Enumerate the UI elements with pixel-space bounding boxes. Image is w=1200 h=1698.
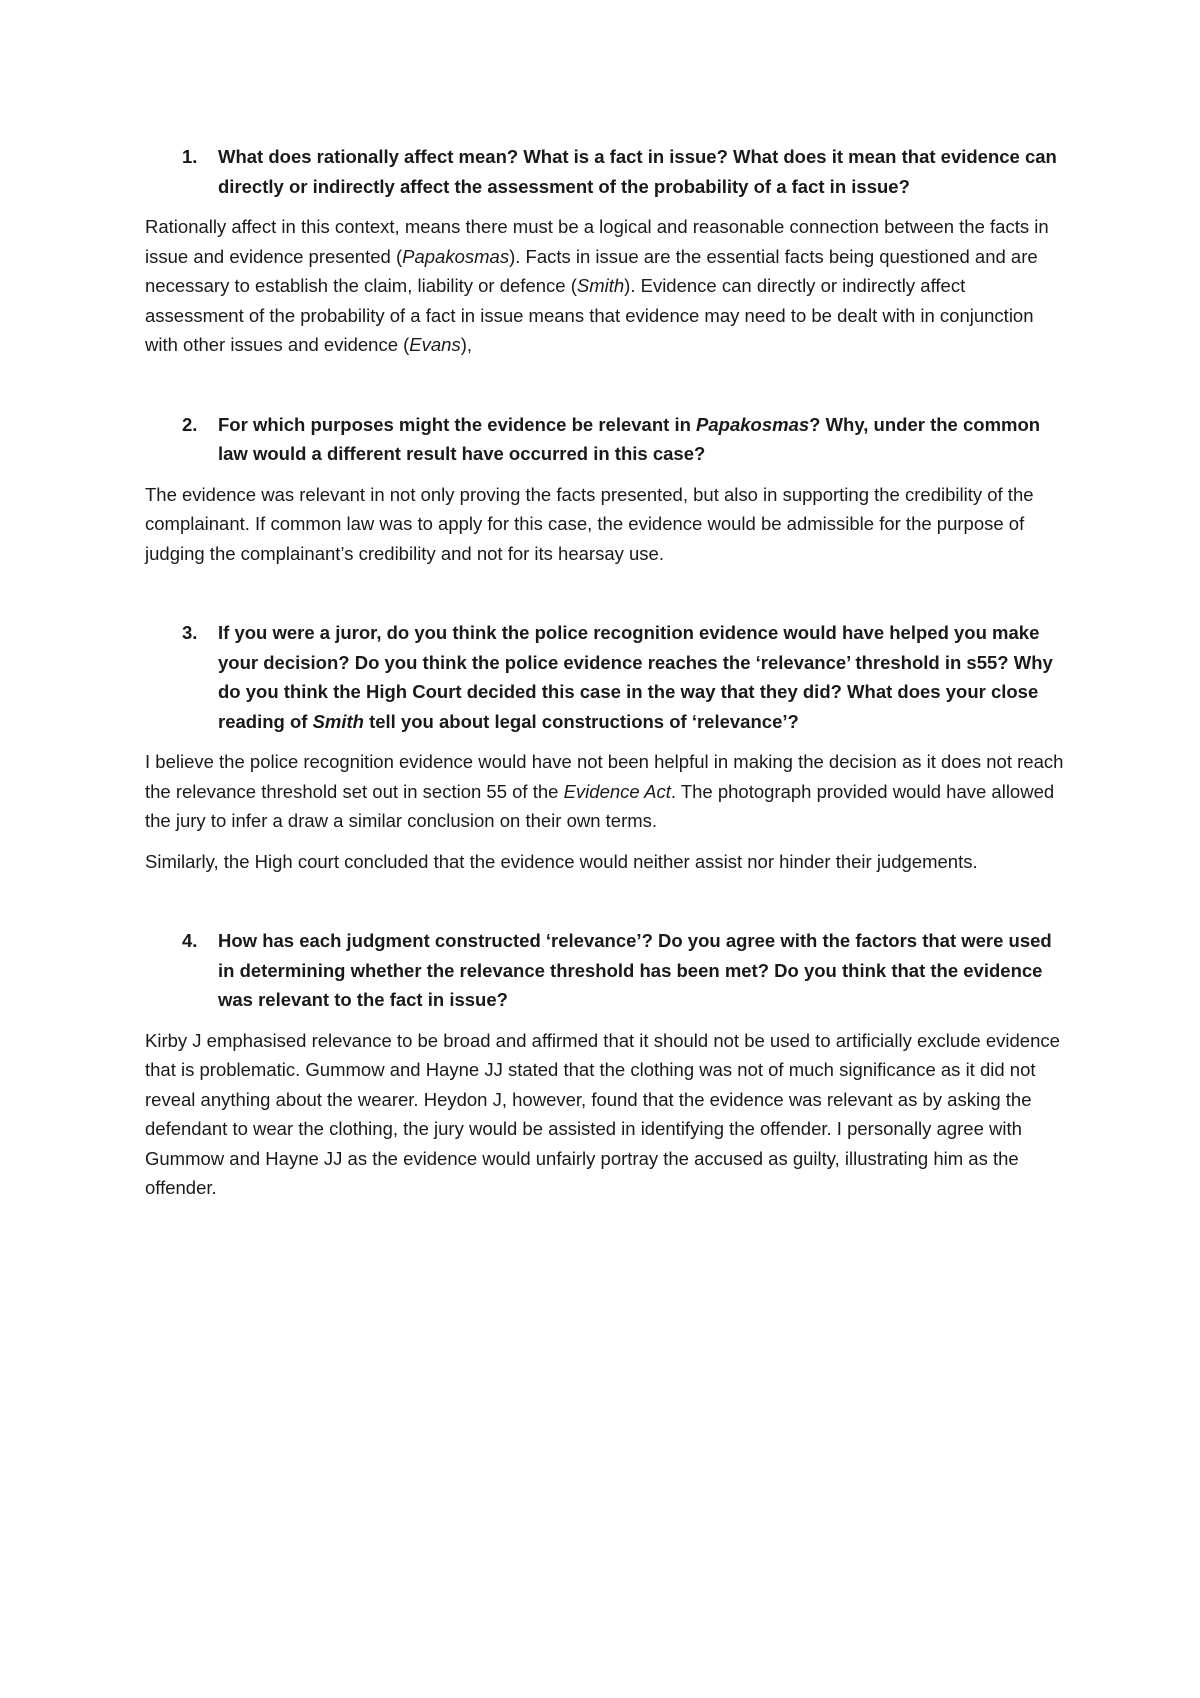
question-heading xyxy=(145,618,1065,736)
case-name-italic: Evans xyxy=(409,334,461,355)
case-name-italic: Evidence Act xyxy=(563,780,671,802)
question-number: 4. xyxy=(182,930,198,951)
answer-paragraph xyxy=(145,847,1065,877)
answer-text: Similarly, the High court concluded that the evidence would neither assist nor hinder their judgements. xyxy=(145,850,978,872)
case-name-italic: Papakosmas xyxy=(402,245,510,267)
answer-text: ). Evidence can directly or indirectly affect assessment of the probability of a fact in issue means that evidence may need to be dealt with in conjunction with other issues and evidence ( xyxy=(145,275,1034,355)
answer-text: . The photograph provided would have allowed the jury to infer a draw a similar conclusion on their own terms. xyxy=(145,780,1055,831)
question-text: For which purposes might the evidence be relevant in xyxy=(218,413,697,435)
case-name-italic: Papakosmas xyxy=(696,413,810,435)
answer-paragraph xyxy=(145,1026,1065,1203)
answer-text: ). Facts in issue are the essential facts being questioned and are necessary to establish the claim, liability or defence ( xyxy=(145,245,1038,296)
question-number: 2. xyxy=(182,413,198,435)
question-text: ? Why, under the common law would a different result have occurred in this case? xyxy=(218,413,1041,464)
document-body xyxy=(145,142,1065,1203)
question-section xyxy=(145,410,1065,569)
answer-paragraph xyxy=(145,480,1065,569)
question-heading xyxy=(145,926,1065,1015)
question-text: tell you about legal constructions of ‘relevance’? xyxy=(363,710,799,732)
question-section xyxy=(145,142,1065,360)
question-text: What does rationally affect mean? What is a fact in issue? What does it mean that evidence can directly or indirectly affect the assessment of the probability of a fact in issue? xyxy=(218,146,1057,197)
answer-text: Kirby J emphasised relevance to be broad and affirmed that it should not be used to artificially exclude evidence that is problematic. Gummow and Hayne JJ stated that the clothing was not of much significance as it did not reveal anything about the wearer. Heydon J, however, found that the evidence was relevant as by asking the defendant to wear the clothing, the jury would be assisted in identifying the offender. I personally agree with Gummow and Hayne JJ as the evidence would unfairly portray the accused as guilty, illustrating him as the offender. xyxy=(145,1029,1060,1198)
question-heading xyxy=(145,410,1065,469)
case-name-italic: Smith xyxy=(576,275,625,296)
answer-text: Rationally affect in this context, means there must be a logical and reasonable connection between the facts in issue and evidence presented ( xyxy=(145,216,1049,267)
question-heading xyxy=(145,142,1065,201)
answer-text: I believe the police recognition evidence would have not been helpful in making the decision as it does not reach the relevance threshold set out in section 55 of the xyxy=(145,751,1064,802)
question-section xyxy=(145,618,1065,876)
question-number: 1. xyxy=(182,146,198,167)
question-text: If you were a juror, do you think the police recognition evidence would have helped you make your decision? Do you think the police evidence reaches the ‘relevance’ threshold in s55? Why do you think the High Court decided this case in the way that they did? What does your close reading of xyxy=(218,622,1053,732)
answer-text: ), xyxy=(460,334,473,355)
answer-text: The evidence was relevant in not only proving the facts presented, but also in supporting the credibility of the complainant. If common law was to apply for this case, the evidence would be admissible for the purpose of judging the complainant’s credibility and not for its hearsay use. xyxy=(145,483,1034,564)
question-text: How has each judgment constructed ‘relevance’? Do you agree with the factors that were used in determining whether the relevance threshold has been met? Do you think that the evidence was relevant to the fact in issue? xyxy=(218,930,1052,1010)
answer-paragraph xyxy=(145,212,1065,360)
question-section xyxy=(145,926,1065,1203)
case-name-italic: Smith xyxy=(312,710,364,732)
answer-paragraph xyxy=(145,747,1065,836)
question-number: 3. xyxy=(182,622,198,643)
